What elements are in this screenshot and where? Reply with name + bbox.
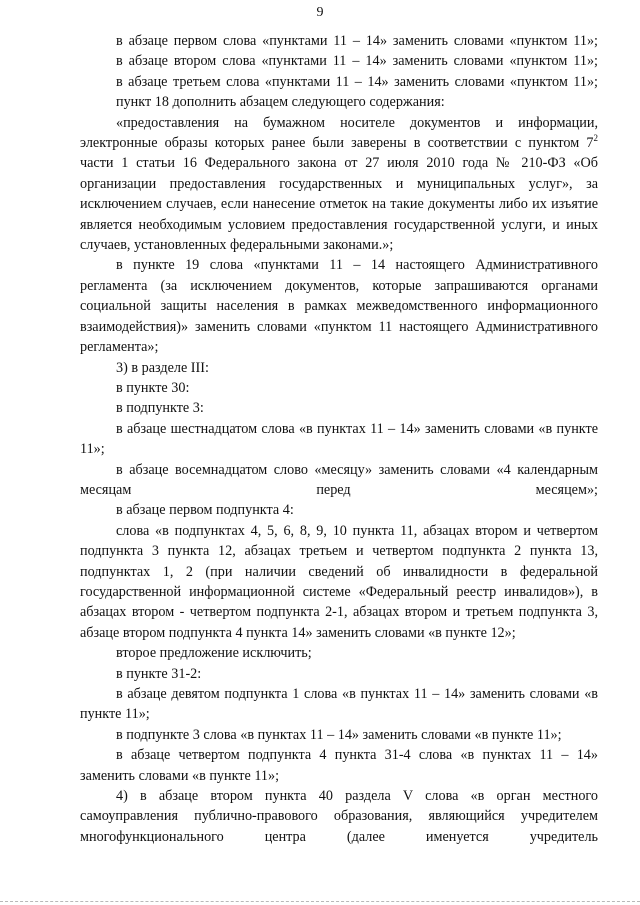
paragraph-3: в абзаце третьем слова «пунктами 11 – 14» заменить словами «пунктом 11»; [116, 73, 598, 90]
superscript: 2 [593, 133, 598, 144]
paragraph-12: в абзаце первом подпункта 4: [116, 502, 294, 519]
paragraph-5-part-1: «предоставления на бумажном носителе документов и информации, электронные образы которых ранее были заверены в соответствии с пунктом 7 [80, 114, 598, 152]
paragraph-9: в подпункте 3: [116, 400, 204, 417]
paragraph-17: в подпункте 3 слова «в пунктах 11 – 14» заменить словами «в пункте 11»; [116, 726, 562, 743]
paragraph-19: 4) в абзаце втором пункта 40 раздела V слова «в орган местного самоуправления публично-правового образования, являющийся учредителем многофункционального центра (далее именуется учредитель [80, 788, 598, 845]
paragraph-11: в абзаце восемнадцатом слово «месяцу» заменить словами «4 календарным месяцам перед месяцем»; [80, 461, 598, 498]
paragraph-15: в пункте 31-2: [116, 665, 202, 682]
paragraph-10: в абзаце шестнадцатом слова «в пунктах 11 – 14» заменить словами «в пункте 11»; [80, 420, 598, 458]
paragraph-13: слова «в подпунктах 4, 5, 6, 8, 9, 10 пункта 11, абзацах втором и четвертом подпункта 3 пункта 12, абзацах третьем и четвертом подпункта 2 пункта 13, подпунктах 1, 2 (при наличии сведений об инвалидности в федеральной государственной информационной системе «Федеральный реестр инвалидов»), в абзацах втором - четвертом подпункта 2-1, абзацах втором и третьем подпункта 3, абзаце втором подпункта 4 пункта 14» заменить словами «в пункте 12»; [80, 522, 598, 641]
paragraph-1: в абзаце первом слова «пунктами 11 – 14» заменить словами «пунктом 11»; [116, 33, 598, 49]
paragraph-5 [80, 113, 598, 256]
paragraph-6: в пункте 19 слова «пунктами 11 – 14 настоящего Административного регламента (за исключением документов, которые запрашиваются органами социальной защиты населения в рамках межведомственного информационного взаимодействия)» заменить словами «пунктом 11 настоящего Административного регламента»; [80, 257, 598, 356]
paragraph-8: в пункте 30: [116, 379, 190, 396]
page-bottom-edge [0, 901, 640, 903]
paragraph-4: пункт 18 дополнить абзацем следующего содержания: [116, 94, 445, 111]
paragraph-2: в абзаце втором слова «пунктами 11 – 14» заменить словами «пунктом 11»; [116, 53, 598, 70]
paragraph-14: второе предложение исключить; [116, 645, 312, 662]
paragraph-16: в абзаце девятом подпункта 1 слова «в пунктах 11 – 14» заменить словами «в пункте 11»; [80, 686, 598, 723]
page-number: 9 [316, 5, 324, 20]
paragraph-7: 3) в разделе III: [116, 359, 209, 376]
paragraph-18: в абзаце четвертом подпункта 4 пункта 31-4 слова «в пунктах 11 – 14» заменить словами «в пункте 11»; [80, 747, 598, 784]
paragraph-5-part-2: части 1 статьи 16 Федерального закона от 27 июля 2010 года № 210-ФЗ «Об организации предоставления государственных и муниципальных услуг», за исключением случаев, если нанесение отметок на такие документы либо их изъятие является необходимым условием предоставления государственной услуги, и иных случаев, установленных федеральными законами.»; [80, 155, 598, 254]
document-body [80, 31, 598, 847]
